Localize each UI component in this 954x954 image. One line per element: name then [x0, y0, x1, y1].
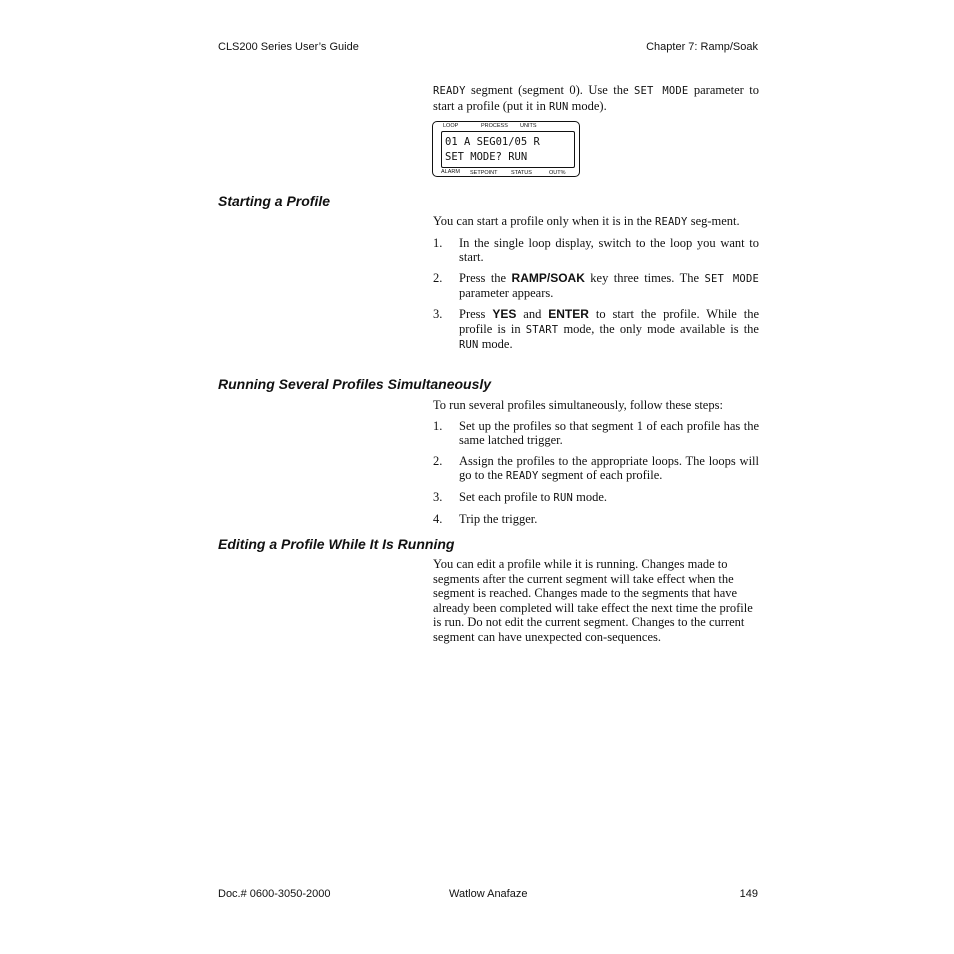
code-run: RUN — [548, 100, 569, 113]
running-header-title: CLS200 Series User’s Guide — [218, 41, 359, 53]
lcd-label-status: STATUS — [511, 170, 532, 176]
section-running-several-body: To run several profiles simultaneously, follow these steps: 1. Set up the profiles so that segment 1 of each profile has the same latched trigger. 2. Assign the profiles to the appropriate loops. The loops will go to the READY segment of each profile. 3. Set each profile to RUN mode. 4. Trip the trigger. — [433, 398, 759, 526]
heading-starting-a-profile: Starting a Profile — [218, 193, 331, 209]
running-header-chapter: Chapter 7: Ramp/Soak — [646, 41, 758, 53]
section-starting-profile-body: You can start a profile only when it is in the READY seg-ment. 1. In the single loop display, switch to the loop you want to start. 2. Press the RAMP/SOAK key three times. The SET MODE parameter appears. 3. Press YES and ENTER to start the profile. While the profile is in START mode, the only mode available is the RUN mode. — [433, 214, 759, 352]
key-yes: YES — [492, 306, 517, 321]
intro-paragraph: READY segment (segment 0). Use the SET MODE parameter to start a profile (put it in RUN mode). — [433, 83, 759, 113]
heading-running-several-profiles: Running Several Profiles Simultaneously — [218, 376, 492, 392]
footer-doc-number: Doc.# 0600-3050-2000 — [218, 888, 331, 900]
lcd-screen — [441, 131, 575, 168]
key-enter: ENTER — [548, 306, 589, 321]
steps-list-start — [433, 236, 759, 353]
lcd-label-units: UNITS — [520, 123, 537, 129]
list-item: 3. Press YES and ENTER to start the profile. While the profile is in START mode, the only mode available is the RUN mode. — [433, 306, 759, 352]
lcd-label-out: OUT% — [549, 170, 566, 176]
lcd-label-setpoint: SETPOINT — [470, 170, 498, 176]
list-item: 4. Trip the trigger. — [433, 511, 538, 526]
list-item: 2. Press the RAMP/SOAK key three times. The SET MODE parameter appears. — [433, 270, 759, 301]
code-set-mode: SET MODE — [633, 85, 689, 97]
code-ready: READY — [433, 85, 466, 97]
key-ramp-soak: RAMP/SOAK — [511, 270, 585, 285]
list-item: 1. Set up the profiles so that segment 1 of each profile has the same latched trigger. — [433, 418, 759, 448]
lcd-line-2: SET MODE? RUN — [445, 151, 528, 163]
heading-editing-profile-running: Editing a Profile While It Is Running — [218, 536, 455, 552]
footer-page-number: 149 — [739, 888, 758, 900]
lcd-label-process: PROCESS — [481, 123, 508, 129]
list-item: 1. In the single loop display, switch to the loop you want to start. — [433, 235, 759, 265]
lcd-line-1: 01 A SEG01/05 R — [445, 136, 540, 148]
section-editing-body: You can edit a profile while it is running. Changes made to segments after the current segment will take effect when the segment is reached. Changes made to the segments that have already been completed will take effect the next time the profile is run. Do not edit the current segment. Changes to the current segment can have unexpected con-sequences. — [433, 557, 753, 644]
list-item: 2. Assign the profiles to the appropriate loops. The loops will go to the READY segment of each profile. — [433, 453, 759, 483]
lcd-label-alarm: ALARM — [441, 169, 460, 175]
lcd-display-illustration — [432, 121, 580, 177]
footer-company: Watlow Anafaze — [449, 888, 528, 900]
steps-list-simultaneous — [433, 419, 759, 527]
lcd-label-loop: LOOP — [443, 123, 459, 129]
list-item: 3. Set each profile to RUN mode. — [433, 489, 608, 504]
